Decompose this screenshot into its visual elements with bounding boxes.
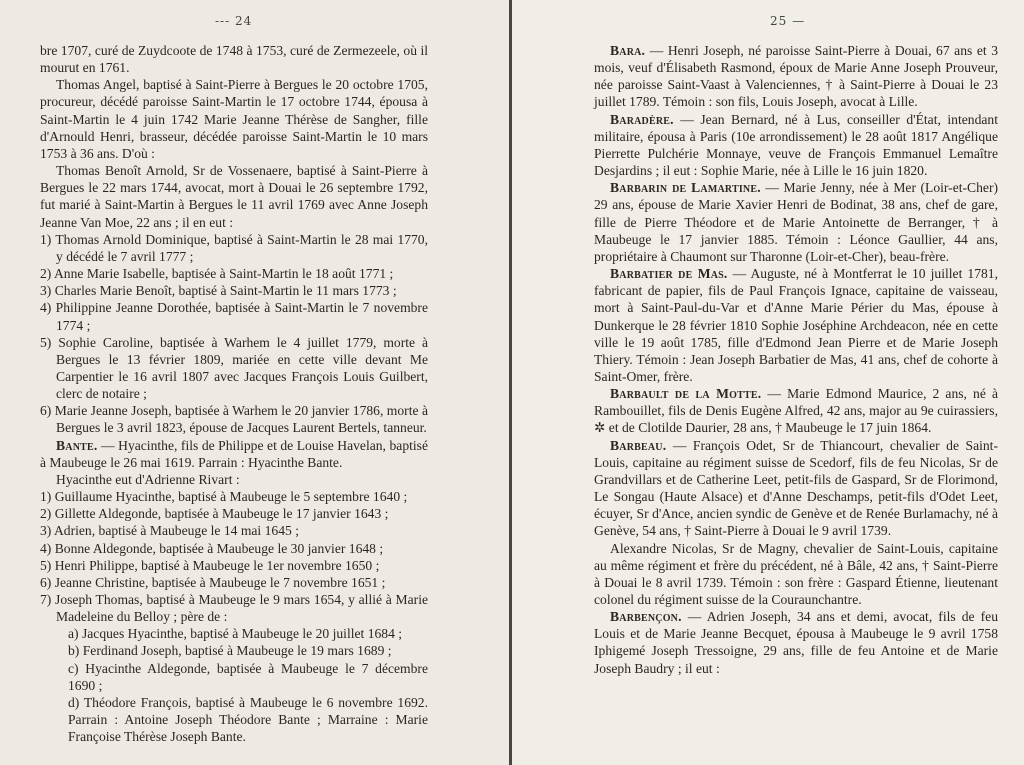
paragraph xyxy=(40,574,428,591)
paragraph-text: — Hyacinthe, fils de Philippe et de Louise Havelan, baptisé à Maubeuge le 26 mai 1619. Parrain : Hyacinthe Bante. xyxy=(40,437,428,470)
paragraph-text: — Auguste, né à Montferrat le 10 juillet 1781, fabricant de papier, fils de Paul François Ignace, capitaine de vaisseau, mort à Saint-Paul-du-Var et d'Anne Marie Périer du Mas, épouse à Dunkerque le 28 février 1810 Sophie Joséphine Archdeacon, née en cette ville le 19 août 1785, fille d'Edmond Jean Pierre et de Marie Joseph Thiery. Témoin : Jean Joseph Barbatier de Mas, 41 ans, chef de cohorte à Saint-Omer, frère. xyxy=(594,266,998,384)
paragraph xyxy=(40,471,428,488)
paragraph-text: 5) Henri Philippe, baptisé à Maubeuge le 1er novembre 1650 ; xyxy=(40,557,380,573)
right-page xyxy=(512,0,1024,765)
paragraph-text: 6) Marie Jeanne Joseph, baptisée à Warhem le 20 janvier 1786, morte à Bergues le 3 avril 1823, épouse de Jacques Laurent Bertels, tanneur. xyxy=(40,403,428,436)
genealogy-entry xyxy=(594,179,998,265)
paragraph xyxy=(40,694,428,745)
paragraph-text: c) Hyacinthe Aldegonde, baptisée à Maubeuge le 7 décembre 1690 ; xyxy=(68,660,428,693)
paragraph xyxy=(40,334,428,403)
genealogy-entry xyxy=(594,111,998,180)
genealogy-entry xyxy=(594,265,998,385)
entry-surname: Barbençon. xyxy=(610,609,682,625)
paragraph-text: Thomas Angel, baptisé à Saint-Pierre à Bergues le 20 octobre 1705, procureur, décédé paroisse Saint-Martin le 17 octobre 1744, épousa à Saint-Martin le 4 juin 1742 Marie Jeanne Thérèse de Sangher, fille d'Arnould Henri, brasseur, décédée paroisse Saint-Martin le 10 mars 1753 à 36 ans. D'où : xyxy=(40,77,428,161)
paragraph xyxy=(40,488,428,505)
paragraph-text: — Henri Joseph, né paroisse Saint-Pierre à Douai, 67 ans et 3 mois, veuf d'Élisabeth Rasmond, époux de Marie Anne Joseph Prouveur, née paroisse Saint-Vaast à Valenciennes, † à Saint-Pierre à Douai le 23 juillet 1789. Témoin : son fils, Louis Joseph, avocat à Lille. xyxy=(594,43,999,110)
paragraph-text: — Marie Jenny, née à Mer (Loir-et-Cher) 29 ans, épouse de Marie Xavier Henri de Bodinat, 38 ans, chef de gare, fille de Pierre Théodore et de Marie Antoinette de Berranger, † à Maubeuge le 17 janvier 1885. Témoin : Léonce Gaullier, 44 ans, propriétaire à Chaumont sur Tharonne (Loir-et-Cher), beau-frère. xyxy=(594,180,998,264)
paragraph-text: a) Jacques Hyacinthe, baptisé à Maubeuge le 20 juillet 1684 ; xyxy=(68,626,403,642)
paragraph xyxy=(40,522,428,539)
paragraph xyxy=(40,557,428,574)
paragraph xyxy=(40,265,428,282)
paragraph xyxy=(40,162,428,231)
page-number: --- 24 xyxy=(215,14,253,28)
entry-surname: Barbatier de Mas. xyxy=(610,266,728,282)
paragraph-text: 2) Gillette Aldegonde, baptisée à Maubeuge le 17 janvier 1643 ; xyxy=(40,506,389,522)
page-text xyxy=(594,42,998,677)
entry-surname: Baradère. xyxy=(610,111,674,127)
paragraph-text: bre 1707, curé de Zuydcoote de 1748 à 1753, curé de Zermezeele, où il mourut en 1761. xyxy=(40,43,428,76)
paragraph-text: 4) Bonne Aldegonde, baptisée à Maubeuge le 30 janvier 1648 ; xyxy=(40,540,384,556)
paragraph xyxy=(40,282,428,299)
paragraph-text: — Marie Edmond Maurice, 2 ans, né à Rambouillet, fils de Denis Eugène Alfred, 42 ans, major au 9e cuirassiers, ✲ et de Clotilde Daurier, 28 ans, † Maubeuge le 17 juin 1864. xyxy=(594,386,998,436)
paragraph-text: 4) Philippine Jeanne Dorothée, baptisée à Saint-Martin le 7 novembre 1774 ; xyxy=(40,300,428,333)
paragraph-text: — Jean Bernard, né à Lus, conseiller d'État, intendant militaire, épousa à Paris (10e arrondissement) le 28 août 1817 Angélique Pierrette Pulchérie Monnaye, veuve de François Emmanuel Lemaître Desjardins ; il eut : Sophie Marie, née à Lille le 16 juin 1820. xyxy=(594,111,998,179)
paragraph xyxy=(40,660,428,694)
paragraph xyxy=(40,625,428,642)
paragraph-text: 3) Adrien, baptisé à Maubeuge le 14 mai 1645 ; xyxy=(40,523,299,539)
paragraph xyxy=(40,402,428,436)
genealogy-entry xyxy=(594,437,998,540)
paragraph-text: Alexandre Nicolas, Sr de Magny, chevalier de Saint-Louis, capitaine au même régiment et frère du précédent, né à Bâle, 42 ans, † Saint-Pierre à Douai le 8 avril 1739. Témoin : son frère : Gaspard Étienne, lieutenant colonel du régiment suisse de la Couraunchantre. xyxy=(594,540,998,607)
paragraph xyxy=(40,505,428,522)
entry-surname: Bara. xyxy=(610,43,646,58)
paragraph xyxy=(40,540,428,557)
genealogy-entry xyxy=(40,437,428,471)
paragraph xyxy=(40,42,428,76)
paragraph-text: 2) Anne Marie Isabelle, baptisée à Saint-Martin le 18 août 1771 ; xyxy=(40,266,394,282)
paragraph xyxy=(40,76,428,162)
paragraph xyxy=(40,231,428,265)
left-page xyxy=(0,0,510,765)
paragraph-text: Hyacinthe eut d'Adrienne Rivart : xyxy=(56,471,240,487)
genealogy-entry xyxy=(594,42,998,111)
entry-surname: Bante. xyxy=(56,437,98,453)
paragraph-text: 6) Jeanne Christine, baptisée à Maubeuge le 7 novembre 1651 ; xyxy=(40,574,386,590)
entry-surname: Barbarin de Lamartine. xyxy=(610,180,761,196)
paragraph-text: 3) Charles Marie Benoît, baptisé à Saint-Martin le 11 mars 1773 ; xyxy=(40,283,397,299)
page-number: 25 — xyxy=(770,14,806,28)
paragraph xyxy=(40,299,428,333)
paragraph-text: Thomas Benoît Arnold, Sr de Vossenaere, baptisé à Saint-Pierre à Bergues le 22 mars 1744, avocat, mort à Douai le 26 septembre 1792, fut marié à Saint-Martin à Bergues le 11 avril 1769 avec Anne Joseph Jeanne Van Moe, 22 ans ; il en eut : xyxy=(40,163,428,230)
genealogy-entry xyxy=(594,385,998,436)
paragraph-text: 1) Thomas Arnold Dominique, baptisé à Saint-Martin le 28 mai 1770, y décédé le 7 avril 1777 ; xyxy=(40,231,428,264)
paragraph xyxy=(594,540,998,609)
paragraph-text: — Adrien Joseph, 34 ans et demi, avocat, fils de feu Louis et de Marie Jeanne Becquet, épousa à Maubeuge le 9 avril 1758 Iphigemé Joseph Tressoigne, 29 ans, fille de feu Antoine et de Marie Joseph Baudry ; il eut : xyxy=(594,609,998,676)
paragraph-text: 7) Joseph Thomas, baptisé à Maubeuge le 9 mars 1654, y allié à Marie Madeleine du Belloy ; père de : xyxy=(40,592,428,625)
entry-surname: Barbault de la Motte. xyxy=(610,386,762,402)
entry-surname: Barbeau. xyxy=(610,437,667,453)
paragraph-text: b) Ferdinand Joseph, baptisé à Maubeuge le 19 mars 1689 ; xyxy=(68,643,392,659)
paragraph xyxy=(40,591,428,625)
paragraph-text: d) Théodore François, baptisé à Maubeuge le 6 novembre 1692. Parrain : Antoine Joseph Théodore Bante ; Marraine : Marie Françoise Thérèse Joseph Bante. xyxy=(68,694,428,745)
paragraph-text: 5) Sophie Caroline, baptisée à Warhem le 4 juillet 1779, morte à Bergues le 13 février 1809, mariée en cette ville devant Me Carpentier le 16 avril 1807 avec Jacques François Louis Guilbert, clerc de notaire ; xyxy=(40,334,428,402)
paragraph-text: — François Odet, Sr de Thiancourt, chevalier de Saint-Louis, capitaine au régiment suisse de Scedorf, fils de feu Nicolas, Sr de Grandvillars et de Catherine Leet, petit-fils de Gaspard, Sr de Florimond, Le Songau (Haute Alsace) et d'Anne Deschamps, petit-fils d'Odet Leet, écuyer, Sr d'Ance, ancien syndic de Genève et de Renée Burlamachy, né à Genève, 54 ans, † Saint-Pierre à Douai le 9 avril 1739. xyxy=(594,437,998,539)
genealogy-entry xyxy=(594,608,998,677)
page-text xyxy=(40,42,428,745)
paragraph xyxy=(40,642,428,659)
paragraph-text: 1) Guillaume Hyacinthe, baptisé à Maubeuge le 5 septembre 1640 ; xyxy=(40,489,408,505)
